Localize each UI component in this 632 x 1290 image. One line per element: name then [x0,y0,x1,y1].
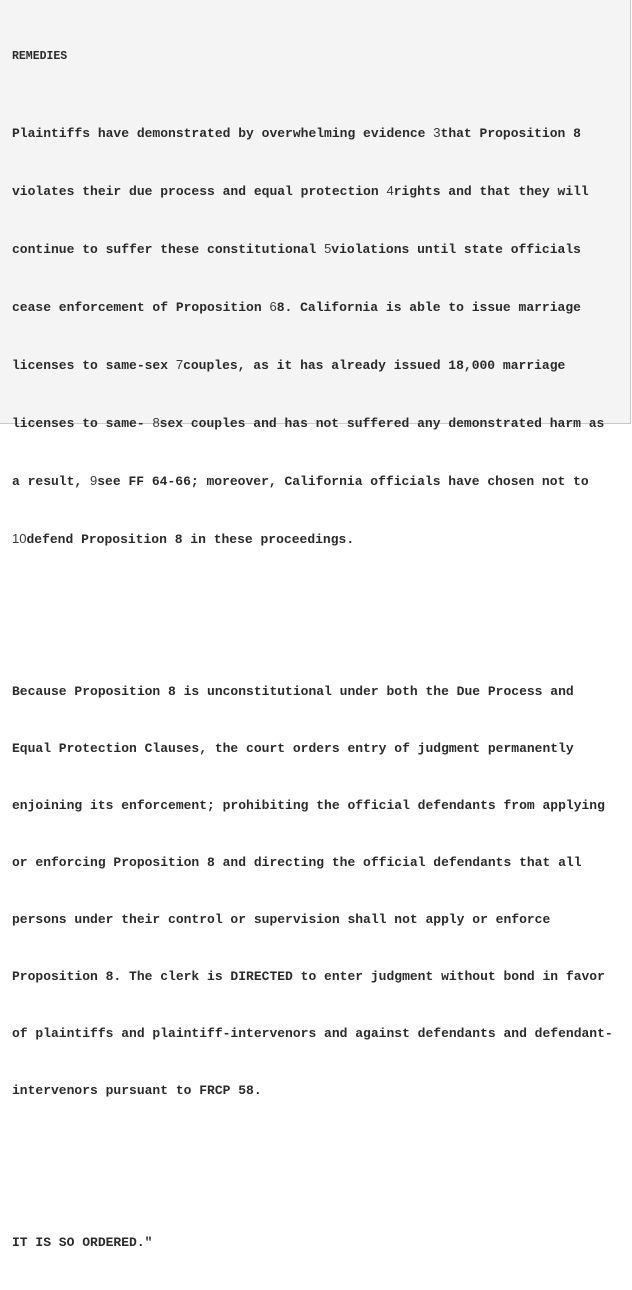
text-span: defend Proposition 8 in these proceedings. [26,532,355,547]
text-line [12,355,622,375]
line-number: 8 [152,415,160,430]
line-number: 9 [90,473,98,488]
line-number: 3 [433,125,441,140]
paragraph-break [12,606,622,625]
line-number: 7 [175,357,184,372]
text-span: sex couples and has not suffered any demonstrated harm as [159,416,605,431]
quoted-ruling-text [12,9,622,1290]
text-span: violations until state officials [331,242,581,257]
text-line [12,297,622,317]
text-line [12,123,622,143]
text-span: violates their due process and equal protection [12,184,387,199]
text-line: persons under their control or supervision shall not apply or enforce [12,912,551,927]
line-number: 6 [269,299,277,314]
text-line: Because Proposition 8 is unconstitutional under both the Due Process and [12,684,574,699]
text-line: Equal Protection Clauses, the court orders entry of judgment permanently [12,741,574,756]
text-line: intervenors pursuant to FRCP 58. [12,1083,262,1098]
text-span: Plaintiffs have demonstrated by overwhelming evidence [12,126,434,141]
text-line: enjoining its enforcement; prohibiting the official defendants from applying [12,798,605,813]
text-span: cease enforcement of Proposition [12,300,270,315]
text-span: licenses to same- [12,416,153,431]
text-span: licenses to same-sex [12,358,176,373]
text-line [12,239,622,259]
text-line: Proposition 8. The clerk is DIRECTED to enter judgment without bond in favor [12,969,605,984]
text-line: of plaintiffs and plaintiff-intervenors and against defendants and defendant- [12,1026,613,1041]
text-line [12,529,622,549]
closing-line: IT IS SO ORDERED." [12,1235,153,1250]
line-number: 4 [386,183,394,198]
section-heading: REMEDIES [12,50,68,63]
text-span: couples, as it has already issued 18,000 marriage [183,358,566,373]
text-span: continue to suffer these constitutional [12,242,325,257]
text-span: that Proposition 8 [440,126,581,141]
line-number: 5 [324,241,332,256]
text-line [12,471,622,491]
text-span: a result, [12,474,91,489]
text-line: or enforcing Proposition 8 and directing the official defendants that all [12,855,582,870]
text-span: 8. California is able to issue marriage [276,300,581,315]
text-span: rights and that they will [393,184,589,199]
text-line [12,181,622,201]
text-line [12,413,622,433]
text-span: see FF 64-66; moreover, California officials have chosen not to [97,474,589,489]
paragraph-break [12,1157,622,1176]
line-number: 10 [12,531,27,546]
